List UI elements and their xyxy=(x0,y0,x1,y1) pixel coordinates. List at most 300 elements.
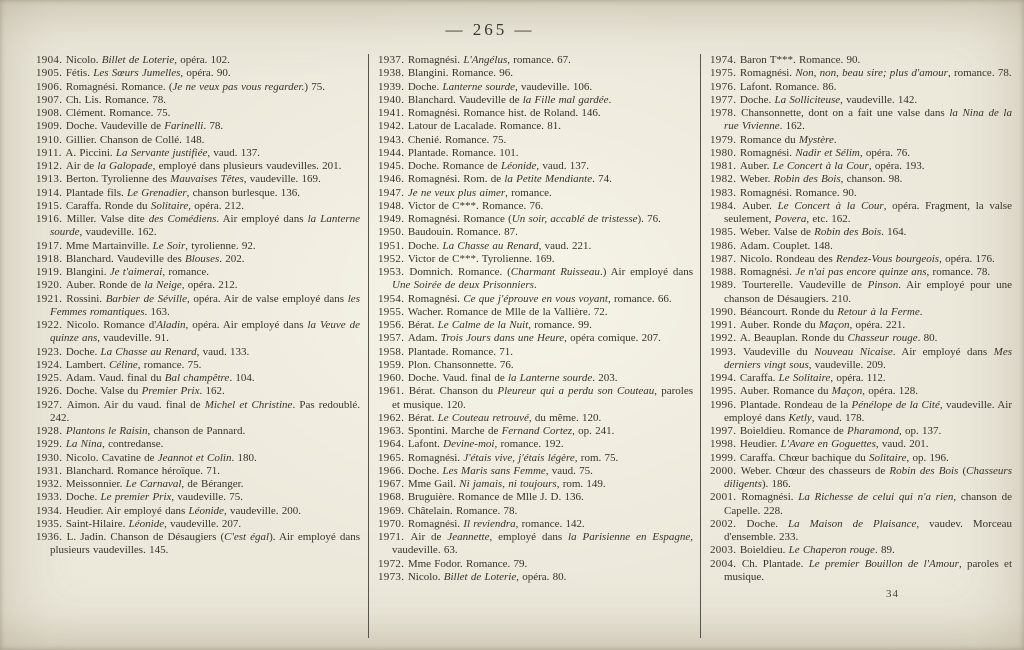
entry-number: 1965. xyxy=(378,451,408,464)
entry-number: 1938. xyxy=(378,67,408,80)
entry-title: Les Sœurs Jumelles xyxy=(93,67,181,80)
entry-title: Je ne veux plus aimer xyxy=(407,186,506,199)
entry-number: 1908. xyxy=(36,107,66,119)
catalog-entry xyxy=(378,518,693,531)
entry-title: Je ne veux pas vous regarder. xyxy=(172,80,305,93)
entry-title: Le premier Bouillon de l'Amour xyxy=(808,557,959,570)
entry-text: , romance. 99. xyxy=(528,319,592,331)
entry-text: Baron T***. Romance. 90. xyxy=(739,54,861,66)
entry-number: 1921. xyxy=(36,292,67,305)
entry-title: Robin des Bois xyxy=(773,173,841,186)
entry-text: , vaudev. Morceau d'ensemble. 233. xyxy=(724,517,1012,543)
entry-text: . 180. xyxy=(231,451,257,464)
entry-number: 1962. xyxy=(378,411,408,424)
catalog-entry xyxy=(378,478,693,491)
entry-number: 2002. xyxy=(710,517,747,530)
entry-text: , opéra. Air employé dans xyxy=(185,319,308,331)
catalog-entry xyxy=(378,438,693,451)
entry-text: ). 186. xyxy=(761,478,791,490)
entry-number: 1977. xyxy=(710,93,740,106)
entry-title: Le Carnaval xyxy=(125,478,182,490)
catalog-entry xyxy=(710,240,1012,253)
entry-number: 1982. xyxy=(710,173,740,186)
catalog-entry xyxy=(36,266,360,279)
entry-text: Fétis. xyxy=(65,67,94,80)
entry-text: Berton. Tyrolienne des xyxy=(65,173,171,186)
entry-text: Romagnési. xyxy=(739,67,796,80)
entry-number: 1952. xyxy=(378,252,408,265)
entry-title: Léonide xyxy=(500,160,537,172)
entry-text: . 78. xyxy=(203,120,224,133)
entry-text: Bruguière. Romance de Mlle J. D. 136. xyxy=(407,491,584,504)
catalog-entry xyxy=(378,213,693,226)
catalog-entry xyxy=(36,346,360,359)
catalog-entry xyxy=(710,54,1012,67)
entry-number: 1935. xyxy=(36,517,66,530)
entry-number: 1927. xyxy=(36,398,67,411)
entry-text: Romagnési. Rom. de xyxy=(407,173,505,186)
entry-title: la Lanterne sourde xyxy=(50,213,360,239)
entry-text: Blanchard. Vaudeville de xyxy=(407,93,523,106)
entry-number: 1985. xyxy=(710,226,740,239)
entry-number: 1973. xyxy=(378,570,408,583)
entry-text: Tourterelle. Vaudeville de xyxy=(742,279,868,292)
catalog-entry xyxy=(378,346,693,359)
entry-title: La Maison de Plaisance xyxy=(788,517,917,530)
entry-number: 1944. xyxy=(378,146,408,159)
entry-title: la Galopade xyxy=(97,160,153,172)
catalog-entry xyxy=(710,399,1012,426)
entry-text: Vaudeville du xyxy=(743,345,815,358)
catalog-entry xyxy=(378,505,693,518)
entry-title: Maçon xyxy=(818,319,850,331)
catalog-entry xyxy=(710,332,1012,345)
entry-title: Farinelli xyxy=(164,120,204,133)
catalog-entry xyxy=(36,399,360,426)
entry-number: 1934. xyxy=(36,504,66,517)
entry-text: Béancourt. Ronde du xyxy=(739,305,838,318)
entry-title: Une Soirée de deux Prisonniers xyxy=(392,279,534,292)
entry-title: Pharamond xyxy=(847,425,899,437)
catalog-entry xyxy=(378,412,693,425)
entry-number: 1918. xyxy=(36,252,66,265)
entry-number: 1909. xyxy=(36,120,66,133)
entry-number: 1994. xyxy=(710,372,740,384)
entry-number: 1943. xyxy=(378,133,408,146)
entry-text: Adam. xyxy=(407,332,441,345)
entry-title: Michel et Christine xyxy=(204,398,293,411)
entry-number: 1989. xyxy=(710,279,743,292)
catalog-entry xyxy=(36,319,360,346)
entry-text: , opéra. 128. xyxy=(862,385,918,398)
entry-number: 1950. xyxy=(378,226,408,239)
catalog-entry xyxy=(378,200,693,213)
catalog-entry xyxy=(710,134,1012,147)
catalog-entry xyxy=(378,558,693,571)
entry-title: Devine-moi xyxy=(443,438,495,451)
entry-text: Latour de Lacalade. Romance. 81. xyxy=(407,120,561,133)
entry-title: La Chasse au Renard xyxy=(442,239,539,252)
entry-number: 1978. xyxy=(710,107,742,119)
entry-number: 1906. xyxy=(36,80,66,93)
entry-title: Ni jamais, ni toujours xyxy=(459,478,557,490)
entry-text: Adam. Couplet. 148. xyxy=(739,239,833,252)
entry-text: , vaud. 201. xyxy=(875,438,929,451)
entry-title: Charmant Ruisseau xyxy=(510,266,600,278)
entry-title: Pinson xyxy=(867,279,899,292)
entry-text: . xyxy=(608,93,612,106)
entry-title: la Veuve de quinze ans xyxy=(50,319,360,345)
entry-text: , romance. 75. xyxy=(137,358,202,371)
entry-text: , opéra. 112. xyxy=(830,372,886,384)
entry-text: Bérat. xyxy=(407,319,438,331)
entry-text: Ch. Lis. Romance. 78. xyxy=(65,93,166,106)
entry-number: 1964. xyxy=(378,438,408,451)
catalog-entry xyxy=(36,372,360,385)
entry-number: 1905. xyxy=(36,67,66,80)
catalog-entry xyxy=(378,187,693,200)
entry-number: 1956. xyxy=(378,319,408,331)
entry-text: , romance. 67. xyxy=(507,54,571,66)
catalog-entry xyxy=(710,200,1012,227)
entry-number: 1983. xyxy=(710,186,740,199)
catalog-entry xyxy=(378,491,693,504)
entry-text: Air de xyxy=(65,160,98,172)
entry-text: , vaudeville. 207. xyxy=(164,517,242,530)
entry-title: Robin des Bois xyxy=(814,226,882,239)
catalog-entry xyxy=(36,293,360,320)
entry-number: 1929. xyxy=(36,438,66,451)
entry-number: 1912. xyxy=(36,160,66,172)
entry-number: 1960. xyxy=(378,372,408,384)
entry-title: L'Angélus xyxy=(463,54,508,66)
entry-number: 2001. xyxy=(710,491,742,504)
entry-text: Mme Martainville. xyxy=(65,239,153,252)
entry-text: Adam. Vaud. final du xyxy=(65,372,165,384)
catalog-entry xyxy=(710,187,1012,200)
entry-number: 1993. xyxy=(710,345,744,358)
entry-title: Chasseurs diligents xyxy=(724,464,1012,490)
entry-text: , romance. xyxy=(505,186,552,199)
entry-text: ). 76. xyxy=(637,213,661,225)
entry-text: Miller. Valse dite xyxy=(66,213,149,225)
entry-text: , op. 137. xyxy=(898,425,942,437)
entry-title: Ketly xyxy=(788,411,812,424)
entry-text: Meissonnier. xyxy=(65,478,126,490)
catalog-entry xyxy=(710,81,1012,94)
entry-title: Bal champêtre xyxy=(164,372,230,384)
catalog-entry xyxy=(710,306,1012,319)
entry-text: , opéra comique. 207. xyxy=(564,332,661,345)
entry-text: . 162. xyxy=(779,120,805,133)
entry-text: Doche. xyxy=(65,491,101,504)
catalog-entry xyxy=(36,465,360,478)
catalog-entry xyxy=(378,531,693,558)
catalog-entry xyxy=(36,438,360,451)
entry-number: 1981. xyxy=(710,160,740,172)
catalog-entry xyxy=(36,491,360,504)
entry-number: 1975. xyxy=(710,67,740,80)
entry-title: la Parisienne en Espagne xyxy=(568,531,691,543)
entry-title: Barbier de Séville xyxy=(105,292,187,305)
entry-title: Chasseur rouge xyxy=(847,332,918,345)
entry-text: Caraffa. Chœur bachique du xyxy=(739,451,869,464)
entry-number: 1931. xyxy=(36,464,66,477)
entry-text: Lambert. xyxy=(65,358,110,371)
entry-text: Lafont. xyxy=(407,438,444,451)
catalog-entry xyxy=(36,134,360,147)
entry-number: 2000. xyxy=(710,464,741,477)
entry-text: , vaud. 137. xyxy=(207,146,260,159)
entry-title: Non, non, beau sire; plus d'amour xyxy=(795,67,948,80)
entry-title: Léonide xyxy=(128,517,165,530)
entry-number: 1955. xyxy=(378,305,408,318)
entry-text: ) 75. xyxy=(304,80,325,93)
entry-text: Mme Fodor. Romance. 79. xyxy=(407,557,528,570)
entry-number: 1939. xyxy=(378,80,408,93)
entry-text: Doche. xyxy=(65,345,101,358)
entry-text: , vaudeville. 169. xyxy=(243,173,321,186)
entry-text: , romance. 192. xyxy=(494,438,564,451)
entry-title: Blouses xyxy=(185,252,220,265)
entry-text: . 89. xyxy=(874,544,895,557)
entry-text: , vaud. 221. xyxy=(538,239,592,252)
entry-number: 2004. xyxy=(710,557,742,570)
entry-text: A. Piccini. xyxy=(65,146,116,159)
entry-text: , opéra. 221. xyxy=(849,319,906,331)
entry-number: 1984. xyxy=(710,199,743,212)
catalog-columns xyxy=(36,54,1012,638)
entry-number: 1936. xyxy=(36,531,67,543)
catalog-entry xyxy=(36,452,360,465)
catalog-entry xyxy=(36,81,360,94)
entry-text: Romagnési. xyxy=(407,517,464,530)
entry-title: La Nina xyxy=(65,438,103,451)
entry-title: Le Grenadier xyxy=(127,186,187,199)
entry-text: , opéra. 90. xyxy=(180,67,231,80)
entry-number: 1919. xyxy=(36,266,66,278)
catalog-entry xyxy=(378,452,693,465)
entry-text: Blanchard. Romance héroïque. 71. xyxy=(65,464,221,477)
entry-text: Ch. Plantade. xyxy=(741,557,809,570)
entry-text: Doche. xyxy=(739,93,775,106)
entry-title: des Comédiens xyxy=(148,213,217,225)
entry-text: . Air employé pour une chanson de Désaugiers. 210. xyxy=(724,279,1012,305)
entry-text: . 80. xyxy=(917,332,938,345)
entry-text: Romance du xyxy=(739,133,799,146)
entry-title: Plantons le Raisin xyxy=(65,425,148,437)
entry-text: Doche. xyxy=(746,517,788,530)
catalog-entry xyxy=(36,213,360,240)
entry-title: Ce que j'éprouve en vous voyant xyxy=(463,292,608,305)
entry-number: 1941. xyxy=(378,107,408,119)
catalog-entry xyxy=(710,425,1012,438)
catalog-entry xyxy=(378,372,693,385)
entry-number: 1923. xyxy=(36,345,66,358)
entry-title: J'étais vive, j'étais légère xyxy=(463,451,575,464)
entry-text: Blangini. xyxy=(65,266,110,278)
catalog-entry xyxy=(36,359,360,372)
catalog-entry xyxy=(710,266,1012,279)
entry-text: , vaud. 137. xyxy=(536,160,590,172)
entry-title: La Servante justifiée xyxy=(115,146,208,159)
entry-title: Le Soir xyxy=(152,239,186,252)
entry-text: A. Beauplan. Ronde du xyxy=(739,332,848,345)
entry-text: , romance. 78. xyxy=(947,67,1012,80)
entry-text: , vaud. 133. xyxy=(196,345,250,358)
entry-number: 1987. xyxy=(710,252,740,265)
entry-text: . xyxy=(533,279,537,292)
catalog-entry xyxy=(710,279,1012,306)
entry-number: 1959. xyxy=(378,358,408,371)
entry-title: la Lanterne sourde xyxy=(507,372,593,384)
entry-text: Nicolo. xyxy=(65,54,102,66)
column-entries xyxy=(701,54,1012,638)
entry-text: Romagnési. xyxy=(407,292,464,305)
entry-number: 1999. xyxy=(710,451,740,464)
entry-title: Fernand Cortez xyxy=(501,425,573,437)
entry-number: 1913. xyxy=(36,173,66,186)
entry-number: 1948. xyxy=(378,199,408,212)
entry-text: , vaudeville. 106. xyxy=(515,80,593,93)
entry-text: Doche. xyxy=(407,464,443,477)
catalog-entry xyxy=(378,67,693,80)
entry-text: , rom. 75. xyxy=(574,451,619,464)
entry-number: 1947. xyxy=(378,186,408,199)
entry-text: , chanson. 98. xyxy=(840,173,903,186)
catalog-entry xyxy=(378,240,693,253)
catalog-entry xyxy=(378,266,693,293)
entry-text: Chenié. Romance. 75. xyxy=(407,133,507,146)
entry-text: , vaud. 178. xyxy=(811,411,865,424)
entry-text: . Pas redoublé. 242. xyxy=(50,398,361,424)
entry-text: . Air employé dans xyxy=(216,213,308,225)
entry-number: 1996. xyxy=(710,398,740,411)
entry-text: Auber. Ronde du xyxy=(739,319,819,331)
entry-title: Les Maris sans Femme xyxy=(442,464,546,477)
entry-text: , romance. 78. xyxy=(926,266,991,278)
entry-text: Wacher. Romance de Mlle de la Vallière. 72. xyxy=(407,305,608,318)
entry-title: la Neige xyxy=(144,279,182,292)
entry-text: Auber. Ronde de xyxy=(65,279,145,292)
entry-text: , vaudeville. 209. xyxy=(808,358,886,371)
catalog-entry xyxy=(710,346,1012,373)
catalog-entry xyxy=(710,372,1012,385)
entry-number: 1976. xyxy=(710,80,740,93)
entry-text: Bérat. Chanson du xyxy=(408,385,498,398)
entry-number: 1990. xyxy=(710,305,740,318)
entry-number: 1940. xyxy=(378,93,408,106)
catalog-entry xyxy=(710,544,1012,557)
entry-number: 1970. xyxy=(378,517,408,530)
entry-number: 1963. xyxy=(378,425,408,437)
entry-number: 1958. xyxy=(378,345,408,358)
catalog-entry xyxy=(36,147,360,160)
entry-text: , romance. 66. xyxy=(607,292,672,305)
entry-title: La Richesse de celui qui n'a rien xyxy=(798,491,954,504)
entry-text: . 162. xyxy=(199,385,225,398)
column-entries xyxy=(36,54,369,638)
entry-text: , opéra. 193. xyxy=(868,160,925,172)
entry-text: Doche. Romance de xyxy=(407,160,501,172)
entry-number: 1920. xyxy=(36,279,66,292)
entry-text: Caraffa. Ronde du xyxy=(65,199,151,212)
entry-title: C'est égal xyxy=(224,531,270,543)
entry-number: 1915. xyxy=(36,199,66,212)
catalog-entry xyxy=(710,518,1012,545)
entry-text: , employé dans plusieurs vaudevilles. 201. xyxy=(152,160,342,172)
entry-text: , vaudeville. Air employé dans xyxy=(724,398,1012,424)
catalog-entry xyxy=(710,94,1012,107)
catalog-entry xyxy=(710,147,1012,160)
entry-title: Mes derniers vingt sous xyxy=(724,345,1012,371)
entry-title: Premier Prix xyxy=(141,385,200,398)
catalog-entry xyxy=(710,160,1012,173)
entry-title: Jeannot et Colin xyxy=(157,451,232,464)
entry-text: L. Jadin. Chanson de Désaugiers ( xyxy=(66,531,225,543)
catalog-entry xyxy=(378,226,693,239)
catalog-entry xyxy=(378,147,693,160)
catalog-entry xyxy=(378,107,693,120)
entry-text: Plon. Chansonnette. 76. xyxy=(407,358,514,371)
entry-text: . xyxy=(919,305,923,318)
entry-text: Plantade. Romance. 101. xyxy=(407,146,519,159)
entry-text: Domnich. Romance. ( xyxy=(409,266,511,278)
catalog-entry xyxy=(710,558,1012,585)
catalog-entry xyxy=(378,319,693,332)
entry-number: 1914. xyxy=(36,186,66,199)
catalog-entry xyxy=(36,518,360,531)
entry-text: , paroles et musique. xyxy=(724,557,1012,583)
entry-text: , de Béranger. xyxy=(181,478,244,490)
entry-title: la Fille mal gardée xyxy=(522,93,609,106)
entry-text: Saint-Hilaire. xyxy=(65,517,129,530)
entry-number: 1974. xyxy=(710,54,740,66)
entry-text: Romagnési. xyxy=(407,54,464,66)
catalog-entry xyxy=(36,107,360,120)
entry-text: , du même. 120. xyxy=(528,411,602,424)
entry-title: Pénélope de la Cité xyxy=(851,398,940,411)
entry-title: Billet de Loterie xyxy=(443,570,517,583)
entry-number: 1928. xyxy=(36,425,66,437)
entry-text: Blanchard. Vaudeville des xyxy=(65,252,186,265)
entry-number: 1957. xyxy=(378,332,408,345)
entry-text: , opéra. 76. xyxy=(859,146,911,159)
entry-text: Chansonnette, dont on a fait une valse dans xyxy=(741,107,950,119)
entry-text: , op. 241. xyxy=(572,425,615,437)
catalog-entry xyxy=(36,120,360,133)
entry-number: 1949. xyxy=(378,213,408,225)
entry-text: , vaudeville. 200. xyxy=(223,504,302,517)
entry-number: 1910. xyxy=(36,133,66,146)
entry-text: Romagnési. xyxy=(741,491,799,504)
entry-number: 1966. xyxy=(378,464,408,477)
entry-text: Nicolo. Rondeau des xyxy=(739,252,837,265)
entry-title: Le Couteau retrouvé xyxy=(437,411,529,424)
entry-text: Bérat. xyxy=(407,411,438,424)
entry-number: 1969. xyxy=(378,504,408,517)
entry-text: Romagnési. xyxy=(739,146,796,159)
entry-text: , vaudeville. 162. xyxy=(79,226,157,239)
entry-title: Mystère xyxy=(798,133,834,146)
entry-text: Heudier. Air employé dans xyxy=(65,504,189,517)
entry-title: La Chasse au Renard xyxy=(100,345,197,358)
entry-text: , opéra. 176. xyxy=(939,252,995,265)
catalog-entry xyxy=(36,173,360,186)
entry-title: Nouveau Nicaise xyxy=(814,345,893,358)
entry-number: 1933. xyxy=(36,491,66,504)
catalog-entry xyxy=(378,81,693,94)
